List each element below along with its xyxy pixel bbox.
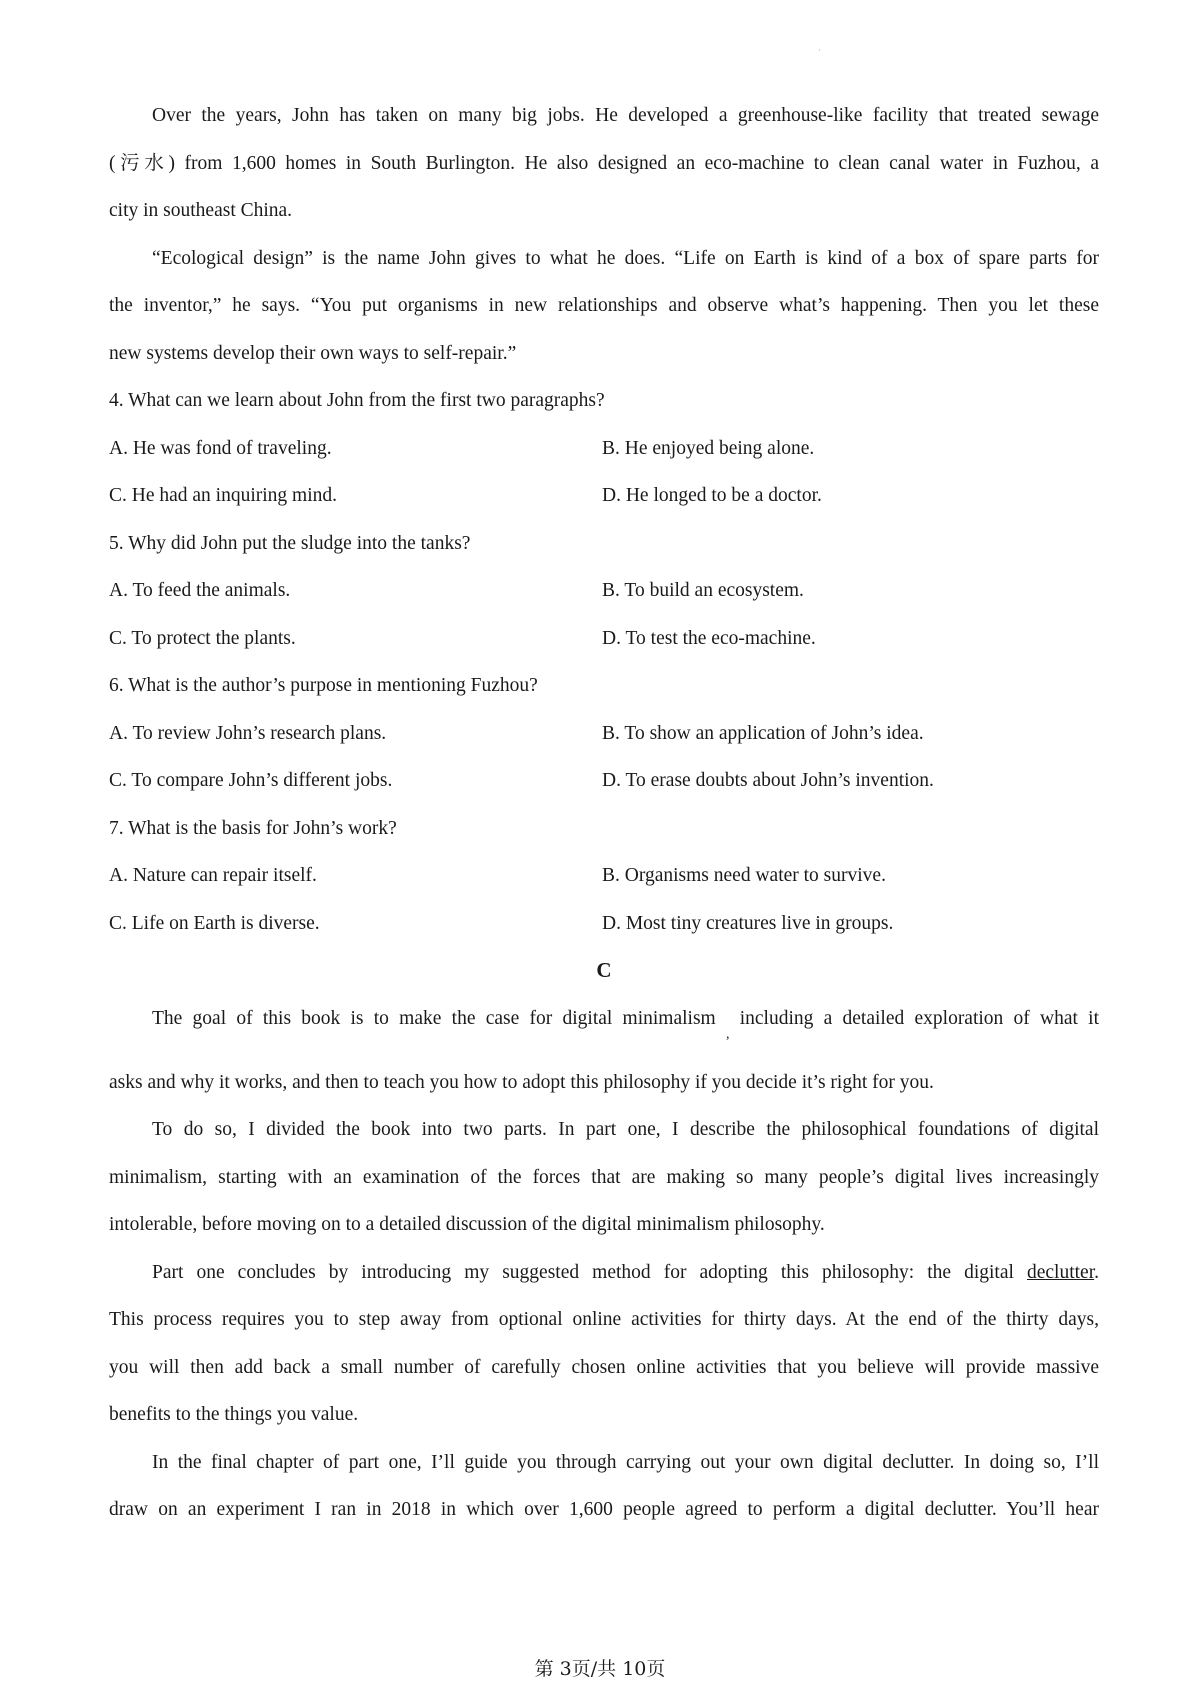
- paragraph-2: [109, 235, 1099, 378]
- text-line: This process requires you to step away from optional online activities for thirty days. At the end of the thirty days,: [109, 1309, 1099, 1330]
- question-stem: 7. What is the basis for John’s work?: [109, 817, 397, 839]
- option-d: D. To erase doubts about John’s invention.: [602, 770, 934, 791]
- text-line: you will then add back a small number of carefully chosen online activities that you believe will provide massive: [109, 1356, 1099, 1378]
- option-c: C. He had an inquiring mind.: [109, 485, 338, 506]
- option-d: D. To test the eco-machine.: [602, 627, 816, 649]
- text-line: new systems develop their own ways to self-repair.”: [109, 342, 517, 364]
- page-content: [109, 92, 1099, 1534]
- question-6: [109, 662, 1099, 805]
- option-row: [109, 472, 1099, 520]
- text-line: benefits to the things you value.: [109, 1404, 359, 1425]
- option-a: A. Nature can repair itself.: [109, 865, 317, 886]
- question-5: [109, 520, 1099, 663]
- question-stem: 5. Why did John put the sludge into the tanks?: [109, 532, 471, 554]
- option-b: B. To show an application of John’s idea.: [602, 722, 924, 744]
- text-line: (污水) from 1,600 homes in South Burlington. He also designed an eco-machine to clean canal water in Fuzhou, a: [109, 152, 1099, 174]
- option-row: [109, 615, 1099, 663]
- text-line: draw on an experiment I ran in 2018 in which over 1,600 people agreed to perform a digital declutter. You’ll hear: [109, 1499, 1099, 1520]
- text-line: the inventor,” he says. “You put organisms in new relationships and observe what’s happening. Then you let these: [109, 295, 1099, 316]
- option-row: [109, 852, 1099, 900]
- paragraph-1: [109, 92, 1099, 235]
- page-footer: 第 3页/共 10页: [534, 1658, 666, 1680]
- option-a: A. He was fond of traveling.: [109, 437, 332, 459]
- option-row: [109, 567, 1099, 615]
- text-line: city in southeast China.: [109, 200, 293, 221]
- text-line: In the final chapter of part one, I’ll guide you through carrying out your own digital declutter. In doing so, I’ll: [152, 1451, 1099, 1473]
- question-4: [109, 377, 1099, 520]
- option-a: A. To review John’s research plans.: [109, 722, 387, 744]
- option-b: B. To build an ecosystem.: [602, 580, 804, 601]
- comma-mark: ,: [725, 1026, 730, 1042]
- c-paragraph-3: [109, 1249, 1099, 1439]
- option-row: [109, 425, 1099, 473]
- option-c: C. To compare John’s different jobs.: [109, 770, 393, 791]
- option-row: [109, 710, 1099, 758]
- option-c: C. To protect the plants.: [109, 627, 296, 649]
- question-stem: 4. What can we learn about John from the first two paragraphs?: [109, 390, 605, 411]
- text-line: minimalism, starting with an examination of the forces that are making so many people’s digital lives increasingly: [109, 1166, 1099, 1188]
- option-d: D. Most tiny creatures live in groups.: [602, 912, 894, 934]
- text-line: asks and why it works, and then to teach you how to adopt this philosophy if you decide it’s right for you.: [109, 1071, 934, 1093]
- option-b: B. Organisms need water to survive.: [602, 865, 886, 886]
- option-c: C. Life on Earth is diverse.: [109, 912, 320, 934]
- text-line: intolerable, before moving on to a detailed discussion of the digital minimalism philosophy.: [109, 1214, 825, 1235]
- c-paragraph-4: [109, 1439, 1099, 1534]
- text-fragment: The goal of this book is to make the case for digital minimalism: [152, 1007, 716, 1029]
- c-paragraph-2: [109, 1106, 1099, 1249]
- option-a: A. To feed the animals.: [109, 580, 291, 601]
- text-line: To do so, I divided the book into two parts. In part one, I describe the philosophical foundations of digital: [152, 1119, 1099, 1140]
- option-row: [109, 900, 1099, 948]
- option-row: [109, 757, 1099, 805]
- text-line: [109, 1249, 1099, 1297]
- top-mark: ·: [818, 46, 821, 55]
- option-d: D. He longed to be a doctor.: [602, 485, 822, 506]
- text-line: [109, 995, 1099, 1059]
- option-b: B. He enjoyed being alone.: [602, 437, 815, 459]
- text-fragment: Part one concludes by introducing my suggested method for adopting this philosophy: the digital: [152, 1261, 1014, 1283]
- question-7: [109, 805, 1099, 948]
- section-heading-c: C: [596, 958, 612, 982]
- underlined-word: declutter: [1026, 1261, 1095, 1283]
- c-paragraph-1: [109, 995, 1099, 1107]
- text-line: Over the years, John has taken on many big jobs. He developed a greenhouse-like facility that treated sewage: [152, 105, 1099, 126]
- text-fragment: including a detailed exploration of what it: [739, 1007, 1100, 1029]
- text-line: “Ecological design” is the name John gives to what he does. “Life on Earth is kind of a box of spare parts for: [152, 247, 1099, 269]
- text-fragment: .: [1094, 1261, 1099, 1283]
- question-stem: 6. What is the author’s purpose in mentioning Fuzhou?: [109, 675, 538, 696]
